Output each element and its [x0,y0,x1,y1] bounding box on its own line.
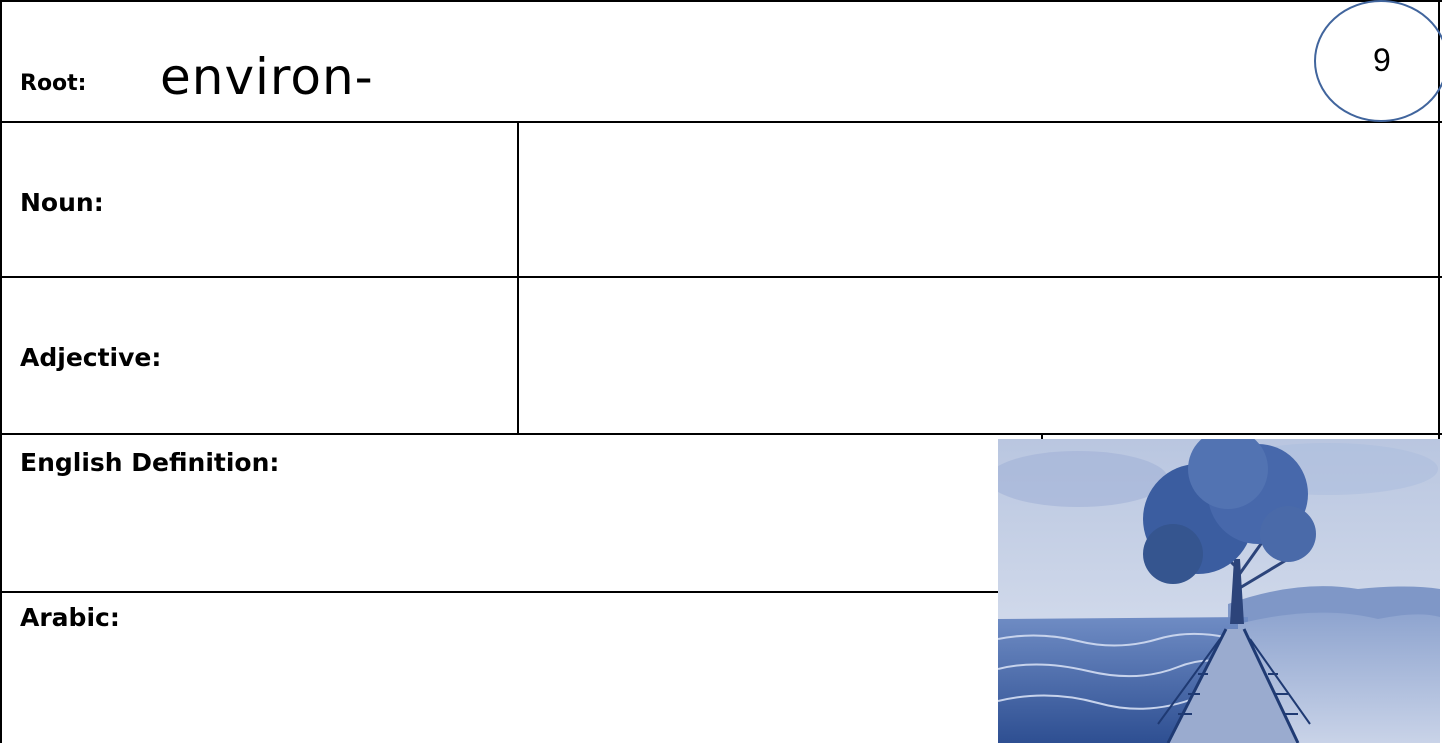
noun-label: Noun: [20,188,104,217]
arabic-label: Arabic: [20,603,120,632]
arabic-answer-cell[interactable] [2,640,998,743]
definition-answer-cell[interactable] [2,485,998,591]
root-word: environ- [160,48,374,106]
root-label: Root: [20,71,87,96]
page-number: 9 [1373,42,1391,78]
adjective-label: Adjective: [20,343,162,372]
environment-illustration [998,439,1440,743]
adjective-answer-cell[interactable] [519,278,1438,433]
environment-picture [998,439,1440,743]
noun-answer-cell[interactable] [519,123,1438,276]
definition-label: English Definition: [20,448,280,477]
